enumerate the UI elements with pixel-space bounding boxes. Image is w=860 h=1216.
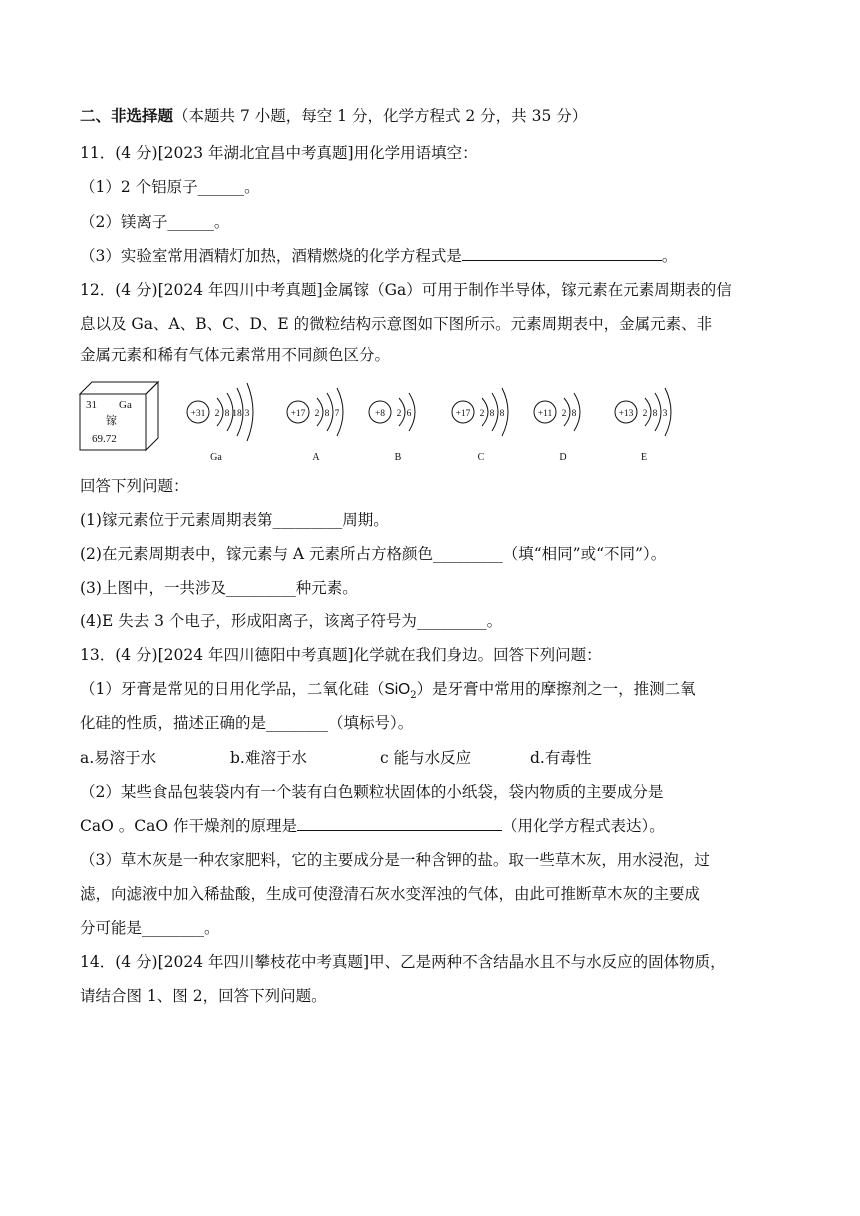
electron-count: 8	[324, 409, 330, 419]
q13-part3-line2: 滤，向滤液中加入稀盐酸，生成可使澄清石灰水变浑浊的气体，由此可推断草木灰的主要成	[80, 885, 701, 903]
nucleus-charge: +17	[290, 409, 306, 419]
element-card-name: 镓	[106, 415, 117, 427]
section-note: （本题共 7 小题，每空 1 分，化学方程式 2 分，共 35 分）	[173, 107, 588, 125]
electron-count: 8	[652, 409, 658, 419]
q11-stem: 11．(4 分)[2023 年湖北宜昌中考真题]用化学用语填空：	[80, 144, 478, 162]
q13-part1-line1	[80, 679, 696, 706]
q13-part3-line1: （3）草木灰是一种农家肥料，它的主要成分是一种含钾的盐。取一些草木灰，用水浸泡，过	[80, 851, 710, 869]
electron-count: 2	[479, 409, 485, 419]
electron-count: 18	[232, 409, 242, 419]
atom-e	[615, 388, 671, 463]
atom-ga	[187, 383, 253, 463]
nucleus-charge: +31	[190, 409, 206, 419]
option-c[interactable]: c 能与水反应	[380, 749, 472, 767]
electron-count: 2	[314, 409, 320, 419]
electron-count: 2	[396, 409, 402, 419]
electron-count: 8	[224, 409, 230, 419]
element-card-number: 31	[86, 399, 97, 411]
nucleus-charge: +13	[618, 409, 634, 419]
q11-part2: （2）镁离子______。	[80, 213, 230, 231]
atom-label: A	[312, 452, 320, 463]
q13-part2-text: CaO 。CaO 作干燥剂的原理是	[80, 817, 297, 835]
atomic-structure-figure	[78, 372, 698, 464]
atom-label: Ga	[210, 452, 222, 463]
electron-count: 2	[561, 409, 567, 419]
q13-part1-text-a: （1）牙膏是常见的日用化学品，二氧化硅（	[80, 680, 385, 698]
q13-part3-line3: 分可能是________。	[80, 919, 220, 937]
atom-a	[287, 388, 343, 463]
atom-label: C	[477, 452, 485, 463]
q12-answer-prompt: 回答下列问题：	[80, 477, 189, 495]
electron-count: 3	[662, 409, 668, 419]
nucleus-charge: +8	[374, 409, 386, 419]
atom-label: E	[640, 452, 648, 463]
q13-part1-line2: 化硅的性质，描述正确的是________（填标号）。	[80, 714, 414, 732]
section-heading: 二、非选择题	[80, 106, 174, 125]
q11-part3-end: 。	[661, 247, 678, 265]
q12-part4: (4)E 失去 3 个电子，形成阳离子，该离子符号为_________。	[80, 612, 503, 630]
formula-subscript: 2	[410, 690, 417, 702]
electron-count: 2	[214, 409, 220, 419]
q12-stem-line3: 金属元素和稀有气体元素常用不同颜色区分。	[80, 346, 391, 364]
q12-stem-line2: 息以及 Ga、A、B、C、D、E 的微粒结构示意图如下图所示。元素周期表中，金属元素、非	[80, 315, 713, 333]
option-b[interactable]: b.难溶于水	[230, 749, 307, 767]
q13-part2-line2	[80, 816, 665, 836]
element-card-mass: 69.72	[92, 433, 117, 445]
q11-part3	[80, 246, 677, 266]
atom-label: D	[559, 452, 567, 463]
electron-count: 8	[499, 409, 505, 419]
q12-part1: (1)镓元素位于元素周期表第_________周期。	[80, 511, 389, 529]
q12-part3: (3)上图中，一共涉及_________种元素。	[80, 579, 358, 597]
element-card-symbol: Ga	[119, 399, 132, 411]
atom-d	[534, 393, 580, 463]
q11-part1: （1）2 个铝原子______。	[80, 178, 260, 196]
q13-stem: 13．(4 分)[2024 年四川德阳中考真题]化学就在我们身边。回答下列问题：	[80, 646, 602, 664]
atom-label: B	[394, 452, 402, 463]
q11-answer-blank[interactable]	[462, 246, 662, 261]
option-d[interactable]: d.有毒性	[530, 749, 592, 767]
q12-part2: (2)在元素周期表中，镓元素与 A 元素所占方格颜色_________（填“相同”或“不同”）。	[80, 545, 667, 563]
nucleus-charge: +11	[537, 409, 553, 419]
q13-part2-line1: （2）某些食品包装袋内有一个装有白色颗粒状固体的小纸袋，袋内物质的主要成分是	[80, 783, 664, 801]
q11-part3-text: （3）实验室常用酒精灯加热，酒精燃烧的化学方程式是	[80, 247, 462, 265]
q13-part1-text-b: ）是牙膏中常用的摩擦剂之一，推测二氧	[416, 680, 696, 698]
q12-stem-line1: 12．(4 分)[2024 年四川中考真题]金属镓（Ga）可用于制作半导体，镓元素在元素周期表的信	[80, 281, 732, 299]
element-card	[80, 382, 158, 450]
electron-count: 7	[334, 409, 340, 419]
electron-count: 3	[244, 409, 250, 419]
atom-c	[452, 388, 508, 463]
electron-count: 8	[571, 409, 577, 419]
q13-options	[80, 748, 591, 768]
q13-part2-end: （用化学方程式表达）。	[501, 817, 665, 835]
q13-equation-blank[interactable]	[297, 816, 502, 831]
electron-count: 8	[489, 409, 495, 419]
electron-count: 6	[406, 409, 412, 419]
section-header	[80, 106, 587, 126]
atom-b	[369, 393, 415, 463]
option-a[interactable]: a.易溶于水	[80, 749, 157, 767]
atom-diagrams	[187, 383, 671, 463]
chemical-formula: SiO	[384, 681, 411, 698]
nucleus-charge: +17	[455, 409, 471, 419]
electron-count: 2	[642, 409, 648, 419]
q14-stem-line1: 14．(4 分)[2024 年四川攀枝花中考真题]甲、乙是两种不含结晶水且不与水反应的固体物质，	[80, 953, 726, 971]
q14-stem-line2: 请结合图 1、图 2，回答下列问题。	[80, 987, 327, 1005]
